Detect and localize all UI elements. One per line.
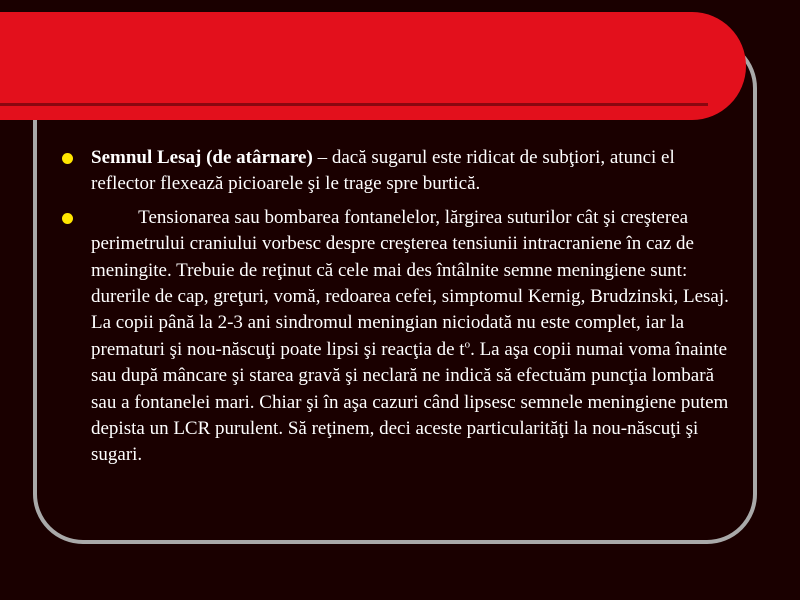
bullet-item xyxy=(62,205,742,469)
bullet-dot-icon xyxy=(62,213,73,224)
bullet-item xyxy=(62,145,742,198)
bullet-text-continued: . La aşa copii numai voma înainte sau după mâncare şi starea gravă şi neclară ne indică să efectuăm puncţia lombară sau a fontanelei mari. Chiar şi în aşa cazuri când lipsesc semnele meningiene putem depista un LCR purulent. Să reţinem, deci aceste particularităţi la nou-născuţi şi sugari. xyxy=(91,338,729,466)
slide-content xyxy=(62,145,742,476)
bullet-text: Tensionarea sau bombarea fontanelelor, lărgirea suturilor cât şi creşterea perimetrului craniului vorbesc despre creşterea tensiunii intracraniene în caz de meningite. Trebuie de reţinut că cele mai des întâlnite semne meningiene sunt: durerile de cap, greţuri, vomă, redoarea cefei, simptomul Kernig, Brudzinski, Lesaj. La copii până la 2-3 ani sindromul meningian niciodată nu este complet, iar la prematuri şi nou-născuţi poate lipsi şi reacţia de t xyxy=(91,206,729,360)
degree-superscript: o xyxy=(464,338,471,351)
bullet-dot-icon xyxy=(62,153,73,164)
bullet-title: Semnul Lesaj (de atârnare) xyxy=(91,147,313,168)
bullet-text: – dacă sugarul este ridicat de subţiori, atunci el reflector flexează picioarele şi le trage spre burtică. xyxy=(91,147,675,195)
bullet-indent xyxy=(91,207,138,228)
banner-divider xyxy=(0,103,708,106)
